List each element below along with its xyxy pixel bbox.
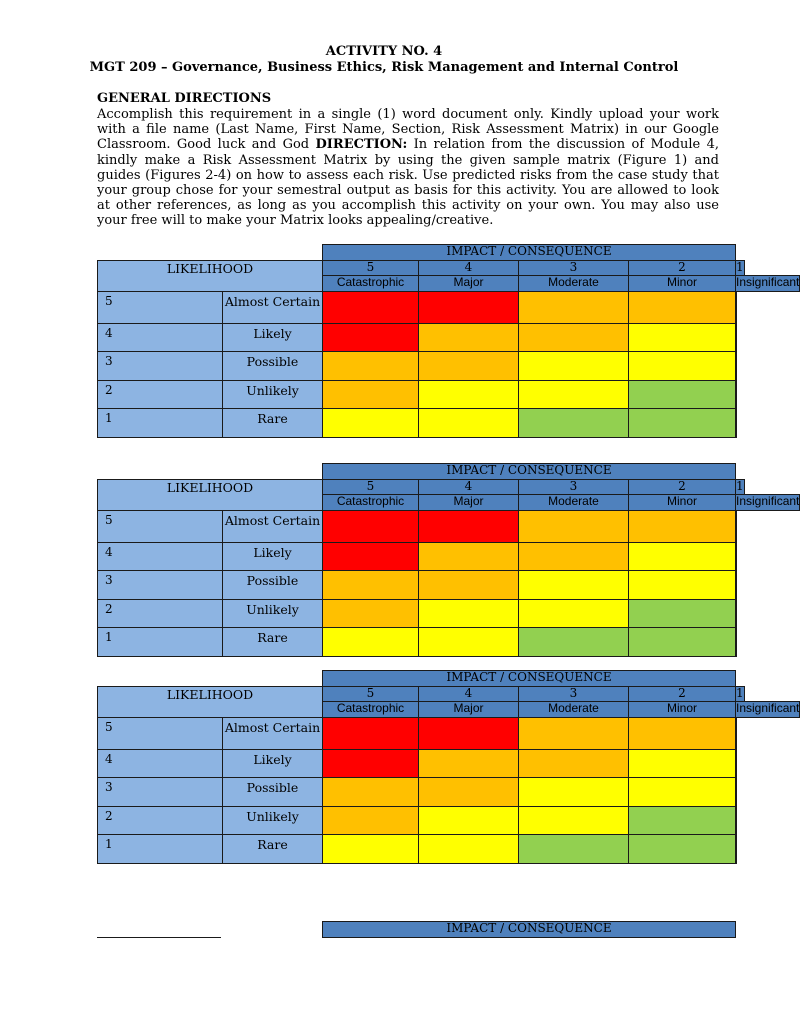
risk-cell-green: [735, 627, 737, 657]
directions-text: [97, 107, 719, 229]
risk-cell-green: [735, 806, 737, 835]
impact-number: 3: [518, 686, 629, 702]
impact-label: Catastrophic: [322, 701, 419, 718]
impact-number: 5: [322, 479, 419, 495]
risk-cell-green: [735, 599, 737, 628]
risk-cell-red: [322, 291, 419, 324]
risk-cell-orange: [518, 542, 629, 571]
activity-title: ACTIVITY NO. 4: [325, 44, 443, 59]
likelihood-header: LIKELIHOOD: [97, 260, 323, 292]
risk-cell-orange: [322, 777, 419, 807]
risk-cell-yellow: [735, 323, 737, 352]
likelihood-header: LIKELIHOOD: [97, 479, 323, 511]
risk-cell-green: [735, 570, 737, 600]
direction-label: DIRECTION:: [315, 137, 408, 153]
risk-cell-green: [628, 806, 736, 835]
risk-matrix-figure-3: [97, 670, 800, 864]
impact-label: Minor: [628, 701, 736, 718]
likelihood-number: 5: [97, 717, 223, 750]
risk-cell-green: [628, 380, 736, 409]
table-edge-line: [97, 937, 221, 938]
impact-label: Catastrophic: [322, 494, 419, 511]
risk-cell-orange: [518, 323, 629, 352]
impact-label: Moderate: [518, 275, 629, 292]
directions-heading: GENERAL DIRECTIONS: [97, 91, 272, 106]
risk-cell-orange: [322, 380, 419, 409]
risk-cell-green: [628, 599, 736, 628]
risk-matrix-figure-1: [97, 244, 800, 438]
directions-text-part-b: In relation from the discussion of Module 4, kindly make a Risk Assessment Matrix by using the given sample matrix (Figure 1) and guides (Figures 2-4) on how to assess each risk. Use predicted risks from the case study that your group chose for your semestral output as basis for this activity. You are allowed to look at other references, as long as you accomplish this activity on your own. You may also use your free will to make your Matrix looks appealing/creative.: [97, 137, 719, 229]
impact-number: 5: [322, 260, 419, 276]
risk-cell-orange: [518, 717, 629, 750]
risk-cell-green: [628, 834, 736, 864]
risk-cell-green: [735, 408, 737, 438]
impact-label: Insignificant: [735, 701, 800, 718]
impact-number: 2: [628, 260, 736, 276]
likelihood-number: 1: [97, 408, 223, 438]
risk-cell-yellow: [322, 834, 419, 864]
likelihood-label: Almost Certain: [222, 717, 323, 750]
impact-number: 3: [518, 479, 629, 495]
likelihood-label: Unlikely: [222, 806, 323, 835]
likelihood-label: Rare: [222, 408, 323, 438]
risk-cell-orange: [628, 510, 736, 543]
risk-cell-orange: [418, 749, 519, 778]
risk-cell-yellow: [628, 351, 736, 381]
risk-cell-orange: [518, 291, 629, 324]
risk-cell-green: [735, 351, 737, 381]
impact-label: Major: [418, 701, 519, 718]
impact-consequence-header: IMPACT / CONSEQUENCE: [322, 921, 736, 938]
risk-cell-yellow: [735, 717, 737, 750]
likelihood-number: 1: [97, 627, 223, 657]
risk-cell-green: [628, 408, 736, 438]
likelihood-label: Likely: [222, 749, 323, 778]
likelihood-number: 2: [97, 806, 223, 835]
impact-label: Major: [418, 275, 519, 292]
impact-number: 4: [418, 260, 519, 276]
impact-label: Moderate: [518, 701, 629, 718]
likelihood-number: 5: [97, 291, 223, 324]
likelihood-label: Possible: [222, 777, 323, 807]
likelihood-label: Almost Certain: [222, 510, 323, 543]
likelihood-header: LIKELIHOOD: [97, 686, 323, 718]
risk-cell-green: [735, 777, 737, 807]
risk-cell-orange: [322, 570, 419, 600]
likelihood-number: 4: [97, 749, 223, 778]
impact-number: 2: [628, 686, 736, 702]
risk-cell-orange: [418, 323, 519, 352]
risk-cell-orange: [628, 291, 736, 324]
risk-cell-yellow: [418, 408, 519, 438]
risk-cell-green: [518, 627, 629, 657]
risk-cell-yellow: [418, 834, 519, 864]
impact-number: 1: [736, 479, 744, 493]
impact-number: 4: [418, 686, 519, 702]
likelihood-label: Rare: [222, 627, 323, 657]
impact-consequence-header: IMPACT / CONSEQUENCE: [322, 463, 736, 480]
risk-cell-yellow: [628, 542, 736, 571]
risk-cell-orange: [418, 351, 519, 381]
risk-cell-yellow: [418, 599, 519, 628]
impact-label: Moderate: [518, 494, 629, 511]
impact-number: 1: [736, 260, 744, 274]
risk-cell-yellow: [735, 510, 737, 543]
likelihood-label: Likely: [222, 542, 323, 571]
directions-text-part-a: Accomplish this requirement in a single (1) word document only. Kindly upload your work with a file name (Last Name, First Name, Section, Risk Assessment Matrix) in our Google Classroom. Good luck and God: [97, 107, 719, 153]
likelihood-label: Likely: [222, 323, 323, 352]
risk-cell-yellow: [735, 749, 737, 778]
risk-cell-orange: [628, 717, 736, 750]
impact-number: 5: [322, 686, 419, 702]
risk-cell-red: [418, 291, 519, 324]
risk-cell-yellow: [518, 777, 629, 807]
likelihood-label: Unlikely: [222, 380, 323, 409]
risk-cell-yellow: [518, 806, 629, 835]
risk-cell-green: [518, 408, 629, 438]
risk-matrix-figure-4: [97, 921, 735, 938]
risk-cell-orange: [322, 599, 419, 628]
risk-cell-yellow: [518, 570, 629, 600]
impact-label: Minor: [628, 494, 736, 511]
likelihood-number: 2: [97, 599, 223, 628]
impact-label: Insignificant: [735, 275, 800, 292]
likelihood-number: 4: [97, 542, 223, 571]
risk-cell-green: [735, 380, 737, 409]
risk-cell-orange: [322, 351, 419, 381]
likelihood-number: 4: [97, 323, 223, 352]
risk-cell-yellow: [628, 777, 736, 807]
risk-cell-yellow: [418, 627, 519, 657]
likelihood-label: Rare: [222, 834, 323, 864]
impact-label: Minor: [628, 275, 736, 292]
risk-cell-orange: [418, 570, 519, 600]
likelihood-label: Possible: [222, 351, 323, 381]
risk-cell-red: [322, 510, 419, 543]
impact-consequence-header: IMPACT / CONSEQUENCE: [322, 244, 736, 261]
likelihood-label: Almost Certain: [222, 291, 323, 324]
impact-number: 4: [418, 479, 519, 495]
risk-cell-red: [322, 749, 419, 778]
likelihood-label: Unlikely: [222, 599, 323, 628]
likelihood-number: 5: [97, 510, 223, 543]
risk-cell-green: [518, 834, 629, 864]
risk-cell-yellow: [628, 323, 736, 352]
risk-cell-red: [418, 510, 519, 543]
likelihood-number: 2: [97, 380, 223, 409]
risk-cell-orange: [418, 777, 519, 807]
risk-cell-green: [628, 627, 736, 657]
risk-cell-yellow: [418, 380, 519, 409]
risk-cell-orange: [418, 542, 519, 571]
risk-cell-yellow: [322, 627, 419, 657]
risk-cell-yellow: [735, 291, 737, 324]
risk-cell-yellow: [628, 749, 736, 778]
risk-cell-red: [322, 717, 419, 750]
impact-label: Major: [418, 494, 519, 511]
risk-cell-red: [322, 323, 419, 352]
impact-number: 1: [736, 686, 744, 700]
risk-cell-yellow: [735, 542, 737, 571]
impact-number: 3: [518, 260, 629, 276]
risk-cell-green: [735, 834, 737, 864]
likelihood-number: 1: [97, 834, 223, 864]
risk-cell-red: [322, 542, 419, 571]
likelihood-number: 3: [97, 570, 223, 600]
risk-cell-yellow: [418, 806, 519, 835]
impact-number: 2: [628, 479, 736, 495]
likelihood-number: 3: [97, 777, 223, 807]
risk-cell-yellow: [518, 351, 629, 381]
risk-cell-orange: [518, 510, 629, 543]
risk-cell-red: [418, 717, 519, 750]
likelihood-number: 3: [97, 351, 223, 381]
risk-matrix-figure-2: [97, 463, 800, 657]
risk-cell-yellow: [322, 408, 419, 438]
risk-cell-yellow: [628, 570, 736, 600]
risk-cell-orange: [518, 749, 629, 778]
likelihood-label: Possible: [222, 570, 323, 600]
risk-cell-yellow: [518, 599, 629, 628]
impact-label: Insignificant: [735, 494, 800, 511]
impact-label: Catastrophic: [322, 275, 419, 292]
risk-cell-yellow: [518, 380, 629, 409]
course-title: MGT 209 – Governance, Business Ethics, Risk Management and Internal Control: [89, 60, 679, 75]
impact-consequence-header: IMPACT / CONSEQUENCE: [322, 670, 736, 687]
risk-cell-orange: [322, 806, 419, 835]
